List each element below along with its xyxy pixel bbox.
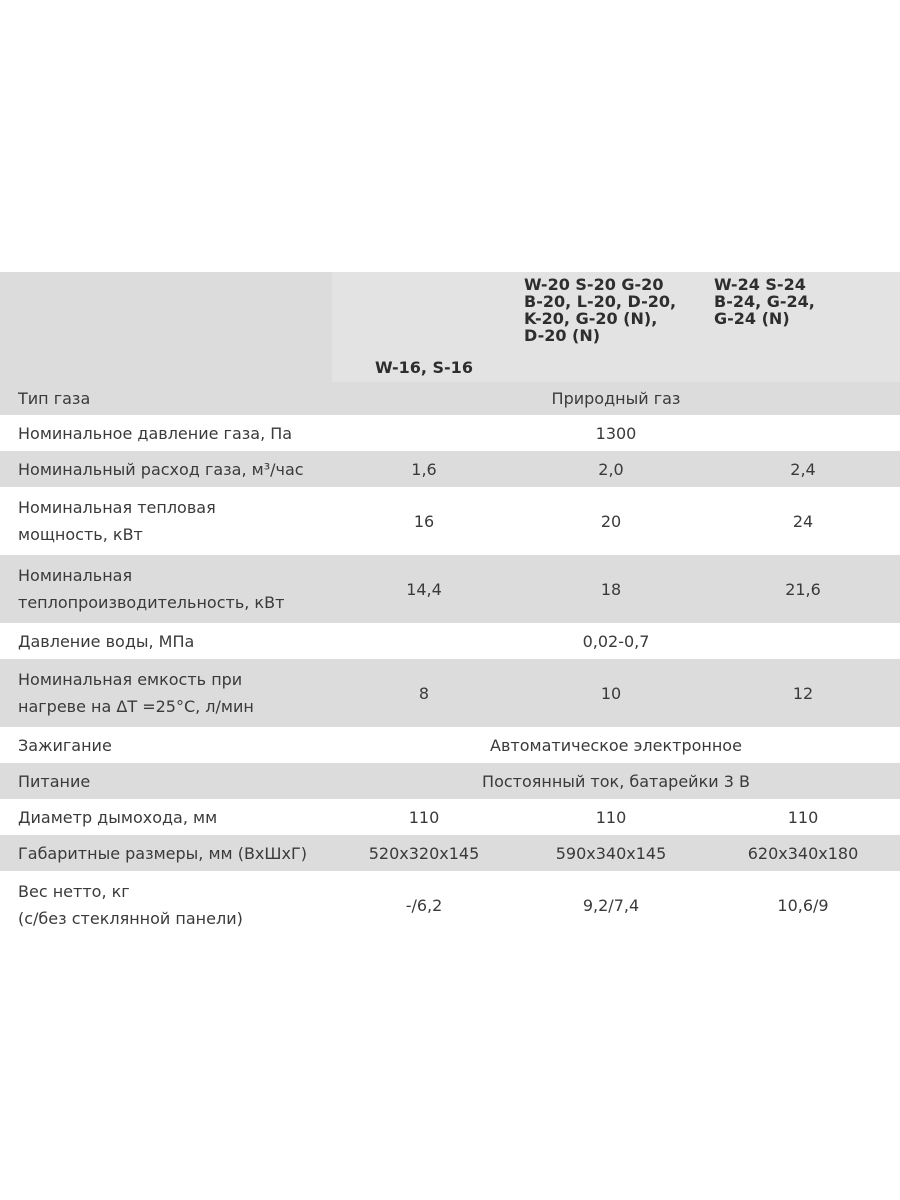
table-row [0,835,900,871]
row-value-16: 8 [332,659,516,727]
row-merged-value: 1300 [332,415,900,451]
row-merged-value: Автоматическое электронное [332,727,900,763]
header-model-20: W-20 S-20 G-20 B-20, L-20, D-20, K-20, G-20 (N), D-20 (N) [516,272,706,382]
table-row [0,659,900,727]
row-value-16: 1,6 [332,451,516,487]
table-row [0,623,900,659]
row-label: Номинальная емкость при нагреве на ΔT =25°C, л/мин [0,659,332,727]
row-value-16: -/6,2 [332,871,516,939]
row-value-20: 590x340x145 [516,835,706,871]
row-value-24: 24 [706,487,900,555]
row-value-24: 21,6 [706,555,900,623]
row-value-24: 620x340x180 [706,835,900,871]
table-row [0,727,900,763]
row-value-20: 9,2/7,4 [516,871,706,939]
row-value-16: 520x320x145 [332,835,516,871]
specifications-table [0,272,900,939]
header-model-16: W-16, S-16 [332,272,516,382]
row-value-16: 110 [332,799,516,835]
table-row [0,451,900,487]
header-empty-cell [0,272,332,382]
table-row [0,871,900,939]
row-label: Зажигание [0,727,332,763]
row-label: Номинальное давление газа, Па [0,415,332,451]
row-label: Тип газа [0,382,332,415]
row-value-24: 110 [706,799,900,835]
table-row [0,487,900,555]
table-header-row [0,272,900,382]
row-value-24: 2,4 [706,451,900,487]
table-row [0,799,900,835]
row-value-20: 18 [516,555,706,623]
header-model-24: W-24 S-24 B-24, G-24, G-24 (N) [706,272,900,382]
table-row [0,763,900,799]
row-value-20: 10 [516,659,706,727]
row-value-24: 10,6/9 [706,871,900,939]
row-label: Номинальный расход газа, м³/час [0,451,332,487]
row-value-20: 20 [516,487,706,555]
row-label: Питание [0,763,332,799]
row-value-16: 14,4 [332,555,516,623]
row-label: Габаритные размеры, мм (ВхШхГ) [0,835,332,871]
row-merged-value: Природный газ [332,382,900,415]
table-row [0,415,900,451]
row-label: Номинальная теплопроизводительность, кВт [0,555,332,623]
row-merged-value: Постоянный ток, батарейки 3 В [332,763,900,799]
row-value-20: 2,0 [516,451,706,487]
row-value-24: 12 [706,659,900,727]
row-value-20: 110 [516,799,706,835]
row-merged-value: 0,02-0,7 [332,623,900,659]
table-row [0,555,900,623]
row-label: Номинальная тепловая мощность, кВт [0,487,332,555]
row-label: Давление воды, МПа [0,623,332,659]
row-value-16: 16 [332,487,516,555]
table-row [0,382,900,415]
row-label: Вес нетто, кг (с/без стеклянной панели) [0,871,332,939]
row-label: Диаметр дымохода, мм [0,799,332,835]
